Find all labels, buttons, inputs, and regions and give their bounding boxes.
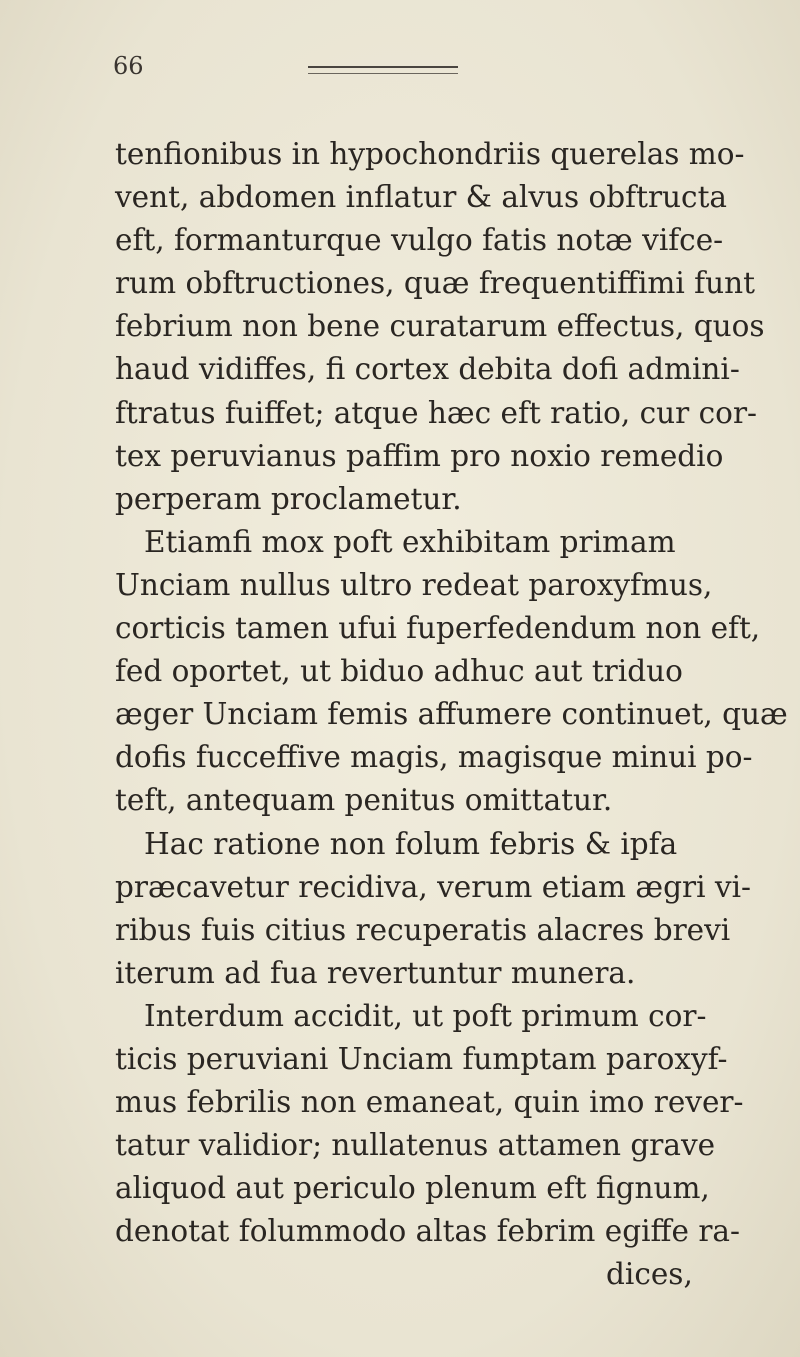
text-line: eft, formanturque vulgo fatis notæ vifce-	[115, 223, 724, 258]
text-line: teft, antequam penitus omittatur.	[115, 783, 613, 818]
text-line: ftratus fuiffet; atque hæc eft ratio, cur cor-	[115, 395, 758, 430]
text-line: æger Unciam femis affumere continuet, quæ	[115, 697, 788, 732]
text-line: denotat folummodo altas febrim egiffe ra-	[115, 1214, 740, 1249]
text-line: præcavetur recidiva, verum etiam ægri vi-	[115, 869, 751, 904]
text-line: perperam proclametur.	[115, 481, 462, 516]
text-line: tenfionibus in hypochondriis querelas mo-	[115, 137, 745, 171]
text-line: rum obftructiones, quæ frequentiffimi funt	[115, 266, 755, 301]
text-line: fed oportet, ut biduo adhuc aut triduo	[115, 654, 683, 689]
text-line: tex peruvianus paffim pro noxio remedio	[115, 438, 724, 473]
body-text	[115, 133, 788, 1297]
page-number: 66	[113, 52, 144, 80]
text-line: aliquod aut periculo plenum eft fignum,	[115, 1171, 710, 1206]
text-line: corticis tamen ufui fuperfedendum non eft,	[115, 611, 761, 646]
text-line-indented: Hac ratione non folum febris & ipfa	[144, 826, 678, 861]
page-header	[113, 52, 533, 92]
text-line: febrium non bene curatarum effectus, quos	[115, 309, 765, 344]
text-line: ribus fuis citius recuperatis alacres brevi	[115, 912, 731, 947]
text-line: iterum ad fua revertuntur munera.	[115, 955, 636, 990]
text-line: haud vidiffes, fi cortex debita dofi admini-	[115, 352, 740, 387]
catchword: dices,	[606, 1257, 693, 1292]
text-line-indented: Interdum accidit, ut poft primum cor-	[144, 998, 707, 1033]
text-line-indented: Etiamfi mox poft exhibitam primam	[144, 524, 676, 559]
text-line: vent, abdomen inflatur & alvus obftructa	[115, 180, 728, 215]
text-line: ticis peruviani Unciam fumptam paroxyf-	[115, 1041, 728, 1076]
text-line: tatur validior; nullatenus attamen grave	[115, 1128, 716, 1163]
text-line: mus febrilis non emaneat, quin imo rever-	[115, 1085, 744, 1120]
text-line: dofis fucceffive magis, magisque minui po-	[115, 740, 753, 775]
text-line: Unciam nullus ultro redeat paroxyfmus,	[115, 567, 713, 602]
header-rule	[308, 66, 458, 74]
